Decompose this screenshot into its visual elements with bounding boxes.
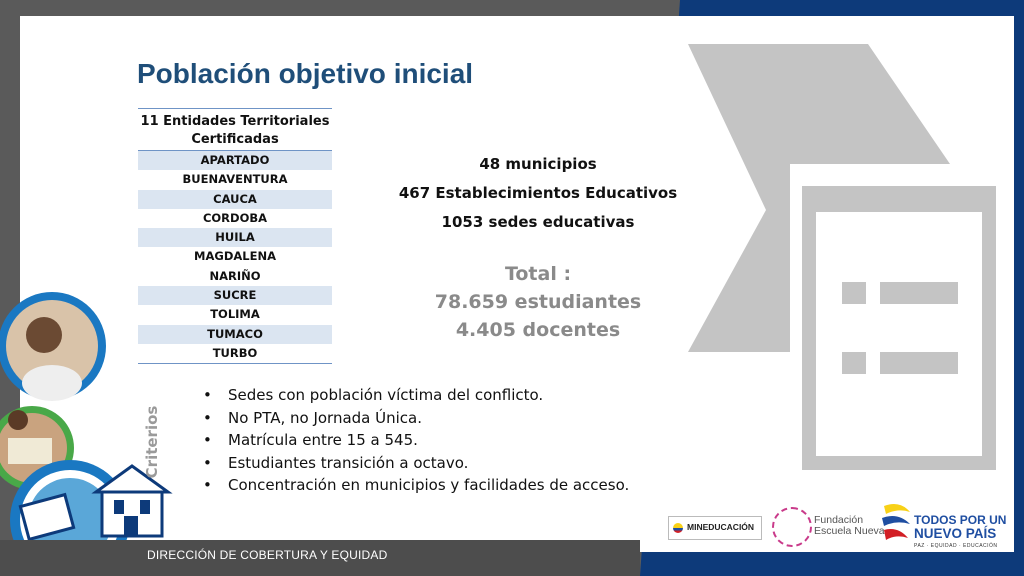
tpn-line2: NUEVO PAÍS <box>914 526 997 541</box>
criterio-text: No PTA, no Jornada Única. <box>228 408 423 427</box>
fundacion-emblem-icon <box>772 507 812 547</box>
list-item <box>203 474 629 497</box>
entidad-row: CORDOBA <box>202 210 268 225</box>
bullet: • <box>203 431 212 449</box>
total-docentes: 4.405 docentes <box>455 319 621 341</box>
todos-por-un-nuevo-pais-logo <box>880 500 1010 552</box>
total-estudiantes: 78.659 estudiantes <box>434 291 642 313</box>
entidad-row: HUILA <box>138 228 332 247</box>
criterio-text: Sedes con población víctima del conflicto. <box>228 386 544 404</box>
stats-block <box>380 150 696 237</box>
tpn-line1: TODOS POR UN <box>914 513 1007 527</box>
mineducacion-label: MINEDUCACIÓN <box>687 522 755 532</box>
criterios-list <box>203 384 629 497</box>
fundacion-escuela-nueva-logo <box>772 505 885 549</box>
entidad-row: NARIÑO <box>209 268 261 283</box>
fundacion-label: Fundación Escuela Nueva <box>814 514 885 537</box>
colombia-seal-icon <box>673 523 683 533</box>
stat-establecimientos: 467 Establecimientos Educativos <box>398 184 678 202</box>
entidad-row: SUCRE <box>138 286 332 305</box>
entidad-row: CAUCA <box>138 190 332 209</box>
bullet: • <box>203 408 212 427</box>
entidades-header: 11 Entidades Territoriales Certificadas <box>138 109 332 151</box>
criterios-label: Criterios <box>143 405 161 479</box>
list-item <box>203 407 629 430</box>
total-label: Total : <box>504 263 572 285</box>
totals-block <box>400 260 676 344</box>
bullet: • <box>203 453 212 472</box>
page-title: Población objetivo inicial <box>137 58 474 89</box>
entidad-row: TURBO <box>138 344 332 364</box>
tpn-line3: PAZ · EQUIDAD · EDUCACIÓN <box>914 543 998 549</box>
criterio-text: Matrícula entre 15 a 545. <box>228 431 418 449</box>
stat-municipios: 48 municipios <box>479 155 597 173</box>
stat-sedes: 1053 sedes educativas <box>441 213 635 231</box>
footer-text: DIRECCIÓN DE COBERTURA Y EQUIDAD <box>147 548 388 562</box>
list-item <box>203 384 629 407</box>
list-item <box>203 452 629 475</box>
entidades-table <box>138 108 332 364</box>
bullet: • <box>203 476 212 494</box>
entidad-row: MAGDALENA <box>194 249 276 264</box>
criterio-text: Estudiantes transición a octavo. <box>228 453 469 472</box>
mineducacion-logo <box>668 516 762 540</box>
entidad-row: TUMACO <box>138 325 332 344</box>
list-item <box>203 429 629 452</box>
criterio-text: Concentración en municipios y facilidades de acceso. <box>228 476 630 494</box>
tpn-mark-icon <box>880 502 912 546</box>
bullet: • <box>203 386 212 404</box>
entidad-row: TOLIMA <box>210 307 260 322</box>
entidad-row: BUENAVENTURA <box>182 172 288 187</box>
entidad-row: APARTADO <box>138 151 332 171</box>
